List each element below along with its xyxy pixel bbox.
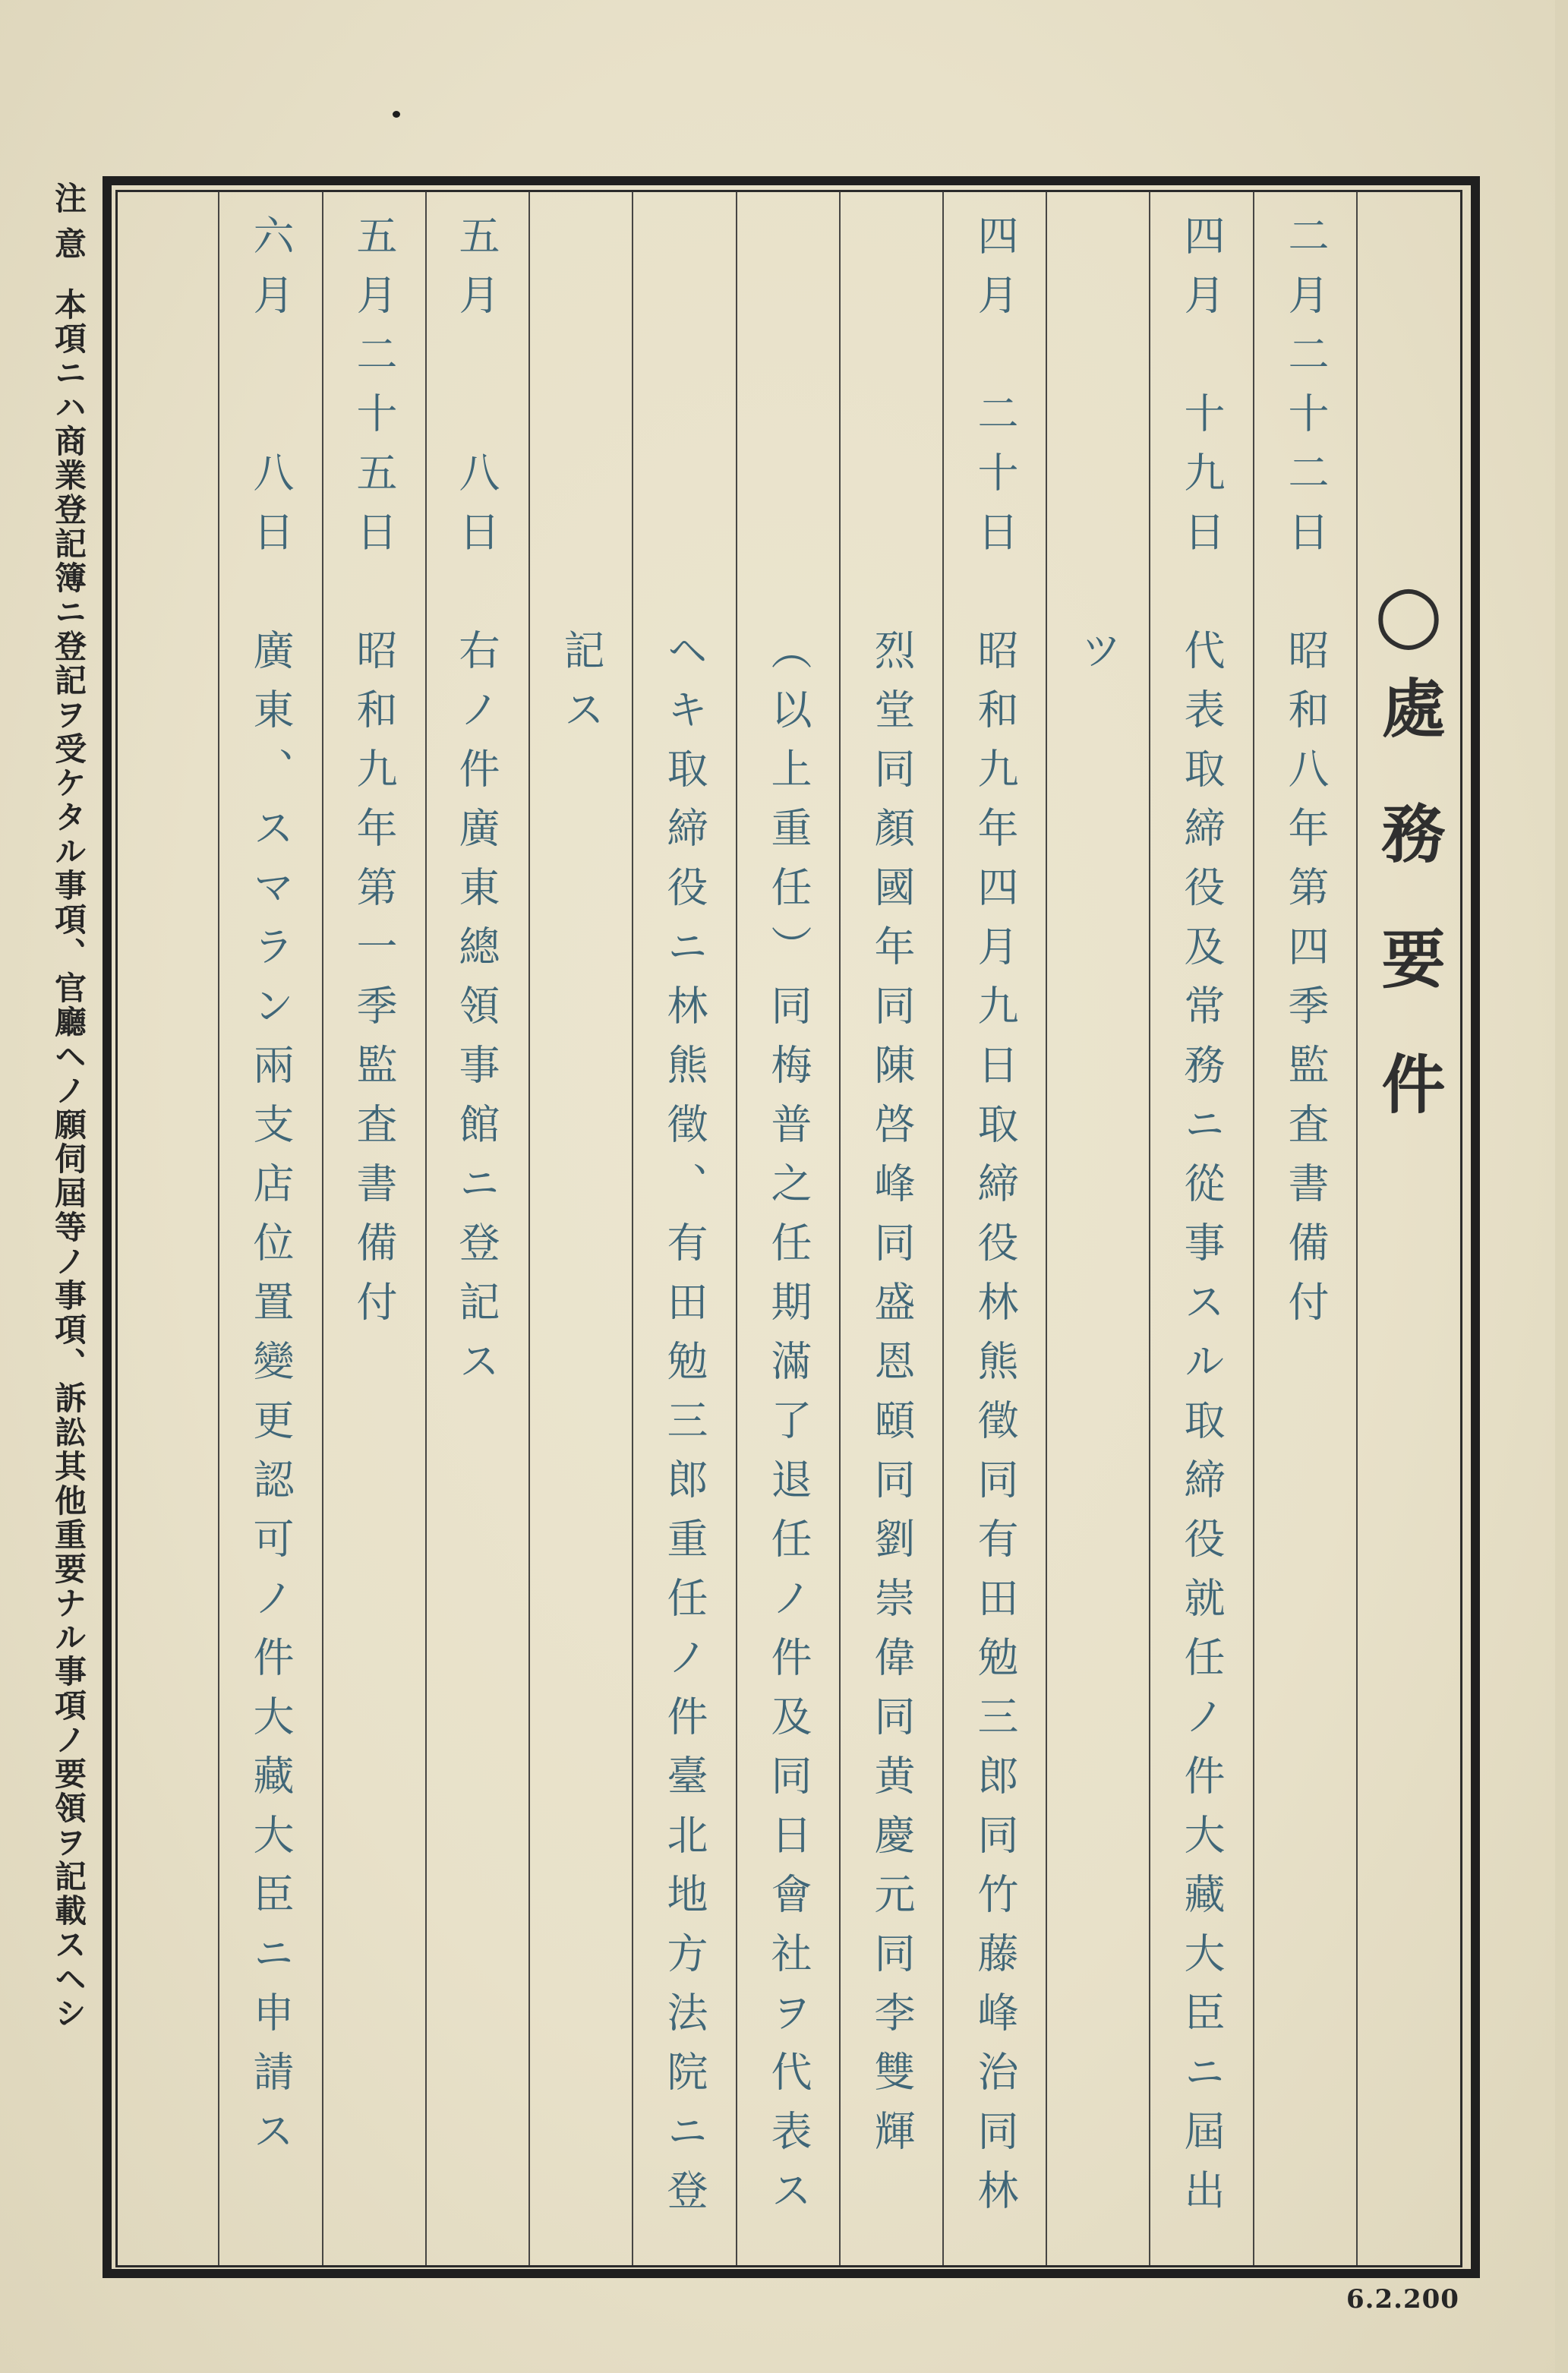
entry-column xyxy=(350,214,398,2264)
entry-month: 四月 xyxy=(971,214,1019,333)
entry-date xyxy=(1178,214,1226,570)
margin-note-label: 注意 xyxy=(50,181,87,273)
entry-text-continued: （以上重任）同梅普之任期滿了退任ノ件及同日會社ヲ代表ス xyxy=(765,629,812,2228)
entry-column xyxy=(971,214,1019,2264)
entry-text: 昭和九年四月九日取締役林熊徵同有田勉三郎同竹藤峰治同林 xyxy=(971,629,1019,2228)
column-rule xyxy=(1149,191,1150,2265)
column-rule xyxy=(322,191,323,2265)
entry-month: 六月 xyxy=(247,214,295,333)
entry-continuation-column xyxy=(868,214,916,2264)
entry-day: 二十五日 xyxy=(350,333,398,570)
entry-column xyxy=(1282,214,1330,2264)
entry-day: 八日 xyxy=(453,451,500,570)
entry-column xyxy=(453,214,500,2264)
column-rule xyxy=(1356,191,1358,2265)
entry-month: 五月 xyxy=(453,214,500,333)
entry-day: 二十日 xyxy=(971,392,1019,570)
entry-date xyxy=(971,214,1019,570)
entry-month: 五月 xyxy=(350,214,398,333)
column-rule xyxy=(425,191,427,2265)
entry-continuation-column xyxy=(557,214,605,2264)
entry-text: 廣東、スマラン兩支店位置變更認可ノ件大藏大臣ニ申請ス xyxy=(247,629,295,2169)
title-circle-mark: ○ xyxy=(1374,566,1443,659)
entry-text: 代表取締役及常務ニ從事スル取締役就任ノ件大藏大臣ニ屆出 xyxy=(1178,629,1226,2228)
entry-text-continued: 記ス xyxy=(557,629,605,747)
page-edge xyxy=(1555,0,1568,2373)
entry-date xyxy=(453,214,500,570)
page-title: 處務要件 xyxy=(1371,675,1447,1176)
entry-month: 二月 xyxy=(1282,214,1330,333)
entry-text: 昭和九年第一季監査書備付 xyxy=(350,629,398,1340)
column-rule xyxy=(528,191,530,2265)
ink-speck xyxy=(393,111,400,118)
column-rule xyxy=(942,191,944,2265)
entry-text: 昭和八年第四季監査書備付 xyxy=(1282,629,1330,1340)
entry-text: 右ノ件廣東總領事館ニ登記ス xyxy=(453,629,500,1399)
entry-day: 二十二日 xyxy=(1282,333,1330,570)
entry-month: 四月 xyxy=(1178,214,1226,333)
column-rule xyxy=(1046,191,1047,2265)
entry-continuation-column xyxy=(661,214,708,2264)
column-rule xyxy=(839,191,841,2265)
column-rule xyxy=(218,191,219,2265)
entry-text-continued: 烈堂同顏國年同陳啓峰同盛恩頤同劉崇偉同黄慶元同李雙輝 xyxy=(868,629,916,2169)
column-rule xyxy=(632,191,633,2265)
column-rule xyxy=(1253,191,1254,2265)
entry-day: 八日 xyxy=(247,451,295,570)
margin-note-text: 本項ニハ商業登記簿ニ登記ヲ受ケタル事項、官廳ヘノ願伺屆等ノ事項、訴訟其他重要ナル事項ノ要領ヲ記載スヘシ xyxy=(50,288,87,2031)
column-rule xyxy=(736,191,737,2265)
entry-column xyxy=(1178,214,1226,2264)
entry-continuation-column xyxy=(1074,214,1122,2264)
entry-continuation-column xyxy=(765,214,812,2264)
entry-column xyxy=(247,214,295,2264)
entry-date xyxy=(350,214,398,570)
entry-date xyxy=(1282,214,1330,570)
entry-text-continued: ツ xyxy=(1074,629,1122,688)
form-code: 6.2.200 xyxy=(1346,2284,1459,2315)
entry-day: 十九日 xyxy=(1178,392,1226,570)
entry-date xyxy=(247,214,295,570)
entry-text-continued: ヘキ取締役ニ林熊徵、有田勉三郎重任ノ件臺北地方法院ニ登 xyxy=(661,629,708,2228)
